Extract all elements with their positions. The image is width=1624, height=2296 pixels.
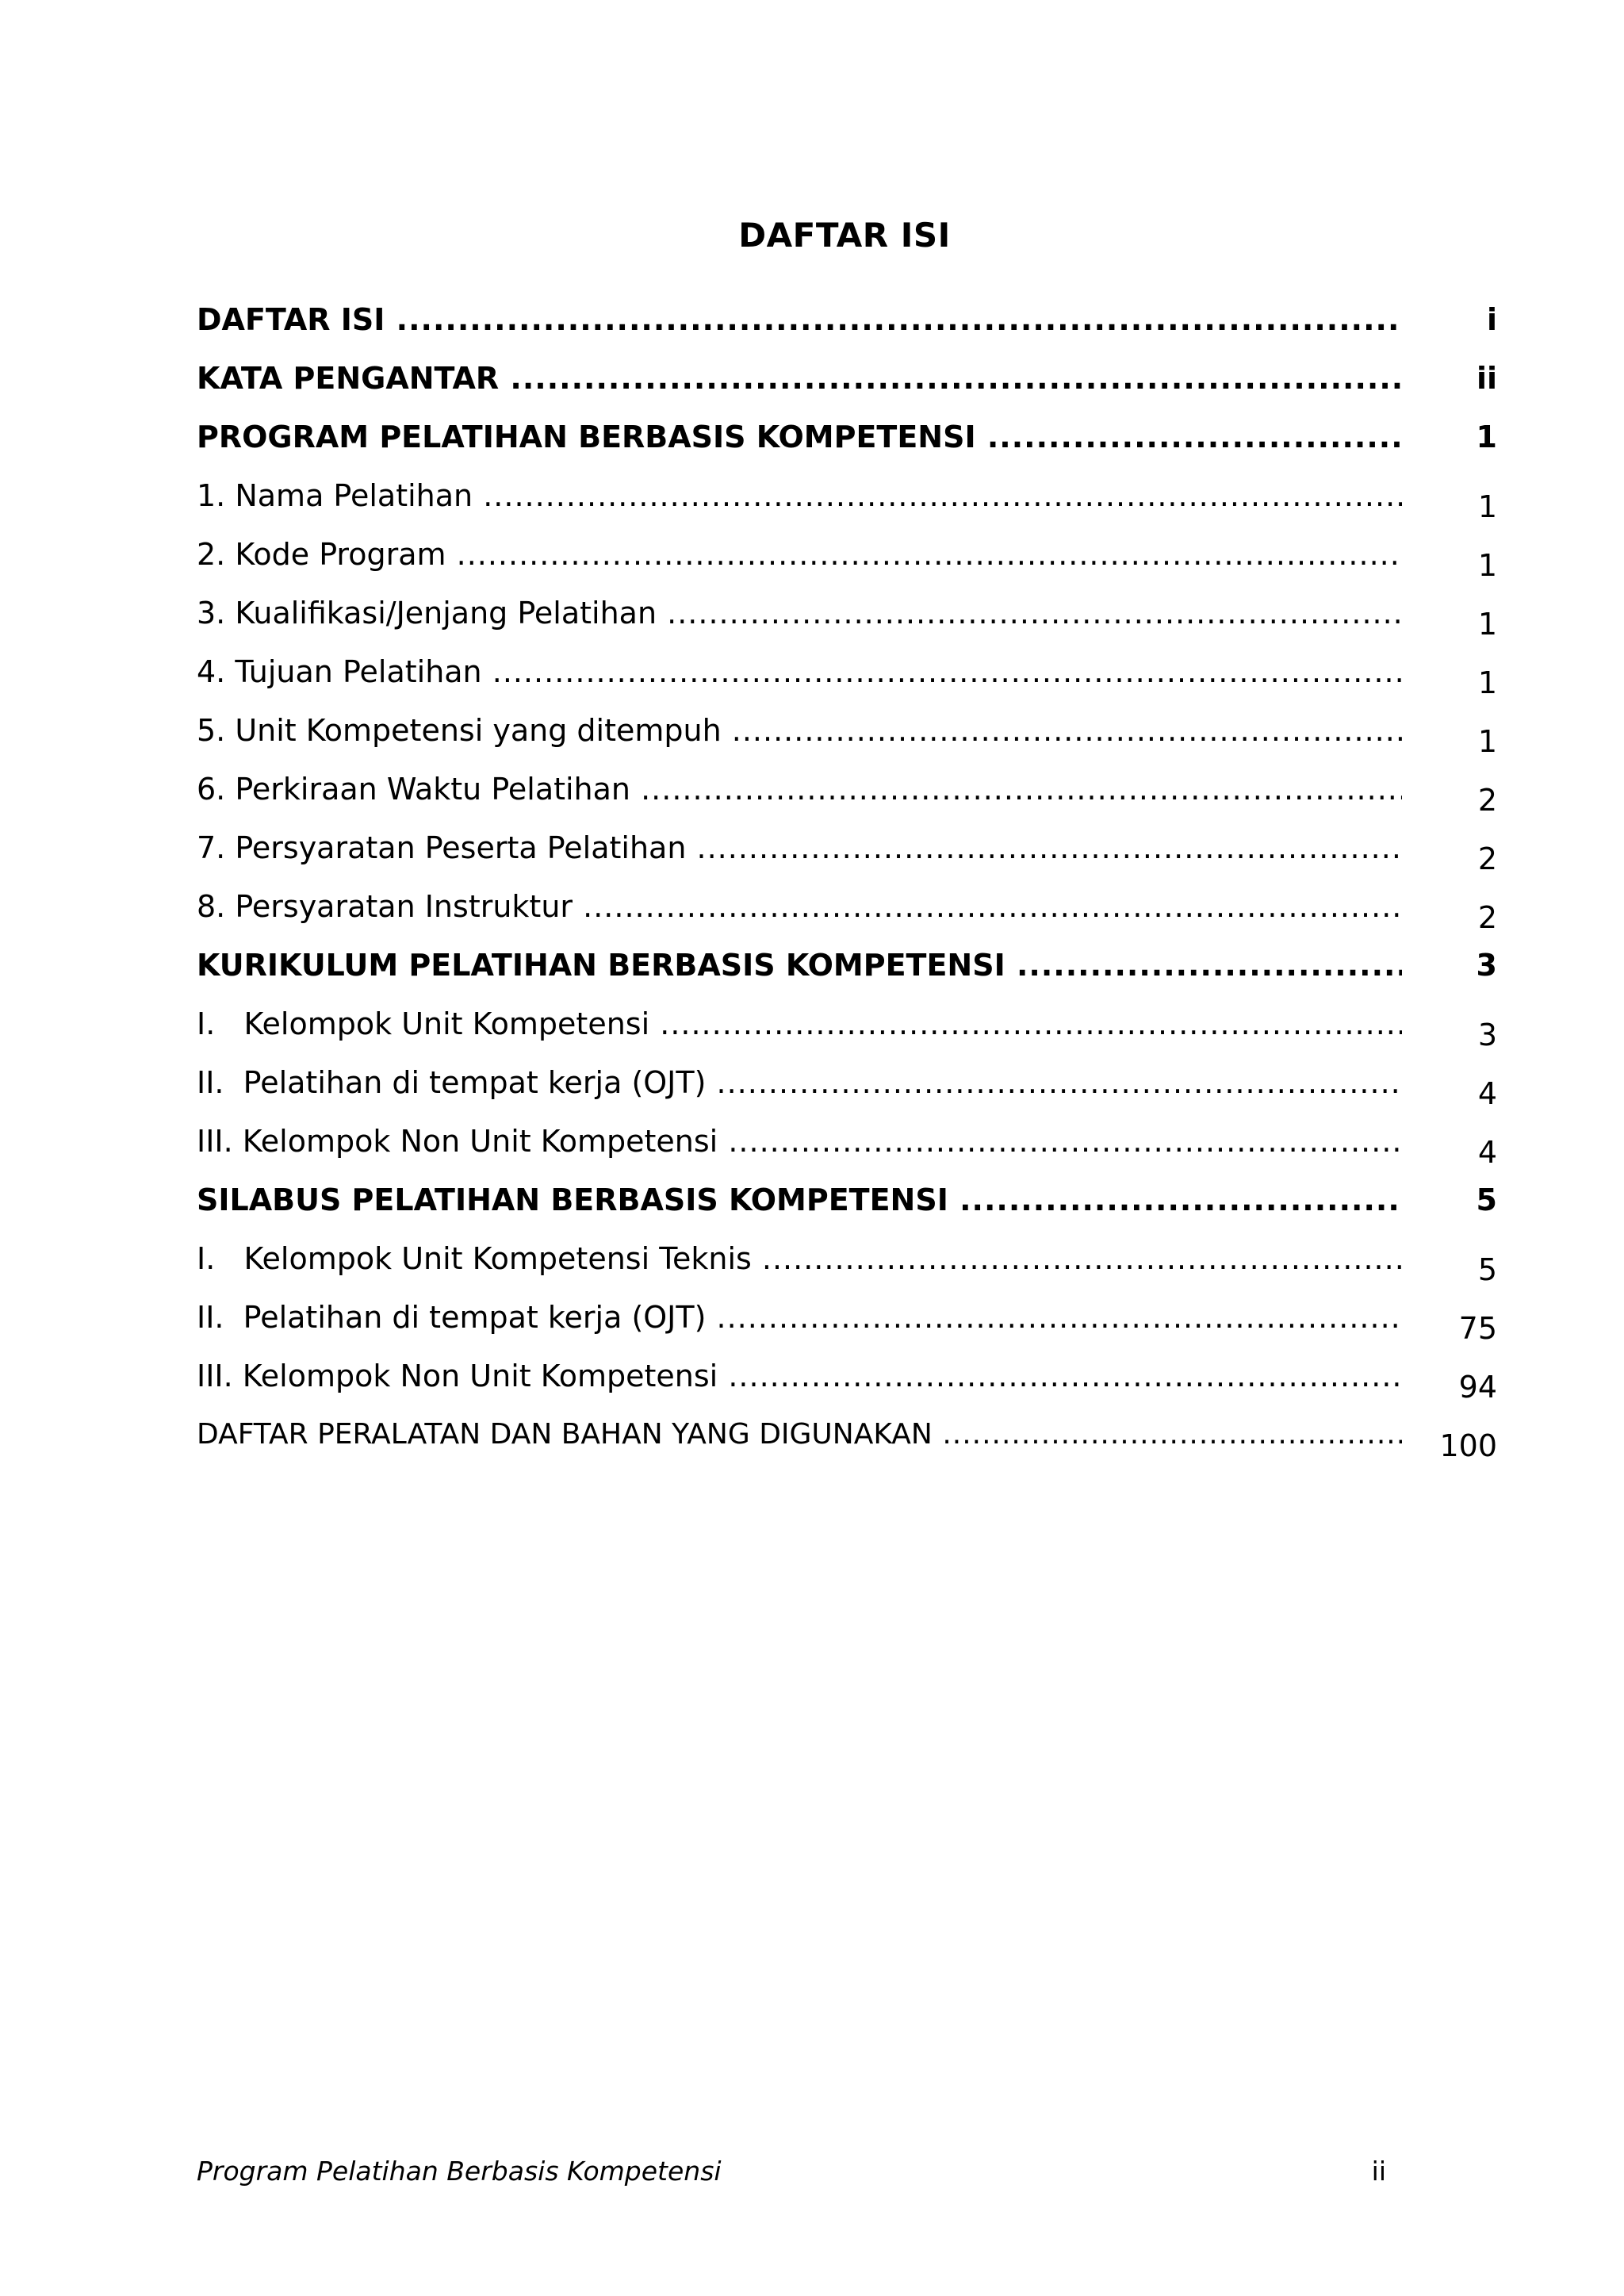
toc-entry-nama-pelatihan[interactable]	[197, 473, 1497, 532]
toc-entry-tujuan-pelatihan[interactable]	[197, 650, 1497, 708]
toc-entry-kualifikasi[interactable]	[197, 591, 1497, 650]
toc-entry-label: II. Pelatihan di tempat kerja (OJT) .....	[197, 1060, 1402, 1105]
toc-entry-silabus[interactable]	[197, 1178, 1497, 1236]
toc-entry-label: 4. Tujuan Pelatihan .....	[197, 650, 1402, 694]
toc-entry-page: i	[1486, 302, 1497, 337]
toc-entry-page: 2	[1477, 783, 1497, 818]
footer-page-number: ii	[1371, 2156, 1386, 2187]
toc-entry-page: 1	[1477, 489, 1497, 524]
toc-entry-kode-program[interactable]	[197, 532, 1497, 591]
toc-entry-page: ii	[1476, 361, 1497, 396]
toc-entry-label: SILABUS PELATIHAN BERBASIS KOMPETENSI .....	[197, 1178, 1402, 1222]
toc-entry-label: II. Pelatihan di tempat kerja (OJT) .....	[197, 1295, 1402, 1340]
toc-entry-page: 2	[1477, 900, 1497, 935]
toc-entry-label: 6. Perkiraan Waktu Pelatihan .....	[197, 767, 1402, 811]
toc-entry-silabus-non-unit[interactable]	[197, 1354, 1497, 1412]
toc-entry-page: 1	[1477, 665, 1497, 700]
toc-entry-label: 5. Unit Kompetensi yang ditempuh .....	[197, 708, 1402, 753]
toc-entry-page: 5	[1477, 1252, 1497, 1287]
toc-entry-daftar-isi[interactable]	[197, 297, 1497, 356]
toc-entry-page: 1	[1477, 548, 1497, 583]
toc-entry-kata-pengantar[interactable]	[197, 356, 1497, 415]
toc-entry-label: PROGRAM PELATIHAN BERBASIS KOMPETENSI .....	[197, 415, 1402, 459]
toc-entry-label: III. Kelompok Non Unit Kompetensi .....	[197, 1354, 1402, 1398]
toc-entry-page: 1	[1476, 420, 1497, 454]
table-of-contents	[197, 297, 1497, 1471]
toc-entry-pelatihan-ojt[interactable]	[197, 1060, 1497, 1119]
toc-entry-label: 2. Kode Program .....	[197, 532, 1402, 577]
toc-entry-label: KATA PENGANTAR .....	[197, 356, 1402, 401]
toc-entry-page: 94	[1458, 1370, 1497, 1405]
toc-entry-label: DAFTAR ISI .....	[197, 297, 1402, 342]
toc-entry-daftar-peralatan[interactable]	[197, 1412, 1497, 1471]
toc-entry-label: I. Kelompok Unit Kompetensi .....	[197, 1002, 1402, 1046]
toc-entry-kurikulum[interactable]	[197, 943, 1497, 1002]
toc-entry-perkiraan-waktu[interactable]	[197, 767, 1497, 826]
page-title: DAFTAR ISI	[738, 216, 951, 255]
toc-entry-label: 7. Persyaratan Peserta Pelatihan .....	[197, 826, 1402, 870]
toc-entry-label: DAFTAR PERALATAN DAN BAHAN YANG DIGUNAKAN .....	[197, 1412, 1402, 1457]
toc-entry-kelompok-non-unit[interactable]	[197, 1119, 1497, 1178]
toc-entry-page: 1	[1477, 607, 1497, 642]
page-footer	[197, 2156, 1386, 2200]
toc-entry-kelompok-unit-teknis[interactable]	[197, 1236, 1497, 1295]
toc-entry-label: KURIKULUM PELATIHAN BERBASIS KOMPETENSI .....	[197, 943, 1402, 987]
toc-entry-kelompok-unit-kompetensi[interactable]	[197, 1002, 1497, 1060]
toc-entry-persyaratan-instruktur[interactable]	[197, 884, 1497, 943]
toc-entry-persyaratan-peserta[interactable]	[197, 826, 1497, 884]
toc-entry-page: 75	[1458, 1311, 1497, 1346]
toc-entry-page: 100	[1439, 1428, 1497, 1463]
toc-entry-page: 5	[1476, 1182, 1497, 1217]
toc-entry-page: 3	[1477, 1018, 1497, 1052]
toc-entry-page: 3	[1476, 948, 1497, 983]
toc-entry-program-pelatihan[interactable]	[197, 415, 1497, 473]
toc-entry-page: 4	[1477, 1135, 1497, 1170]
toc-entry-page: 2	[1477, 841, 1497, 876]
toc-entry-label: I. Kelompok Unit Kompetensi Teknis .....	[197, 1236, 1402, 1281]
toc-entry-unit-kompetensi[interactable]	[197, 708, 1497, 767]
toc-entry-silabus-ojt[interactable]	[197, 1295, 1497, 1354]
toc-entry-label: III. Kelompok Non Unit Kompetensi .....	[197, 1119, 1402, 1163]
toc-entry-page: 1	[1477, 724, 1497, 759]
toc-entry-label: 3. Kualifikasi/Jenjang Pelatihan .....	[197, 591, 1402, 635]
toc-entry-label: 1. Nama Pelatihan .....	[197, 473, 1402, 518]
toc-entry-label: 8. Persyaratan Instruktur .....	[197, 884, 1402, 929]
toc-entry-page: 4	[1477, 1076, 1497, 1111]
footer-title: Program Pelatihan Berbasis Kompetensi	[197, 2156, 722, 2187]
